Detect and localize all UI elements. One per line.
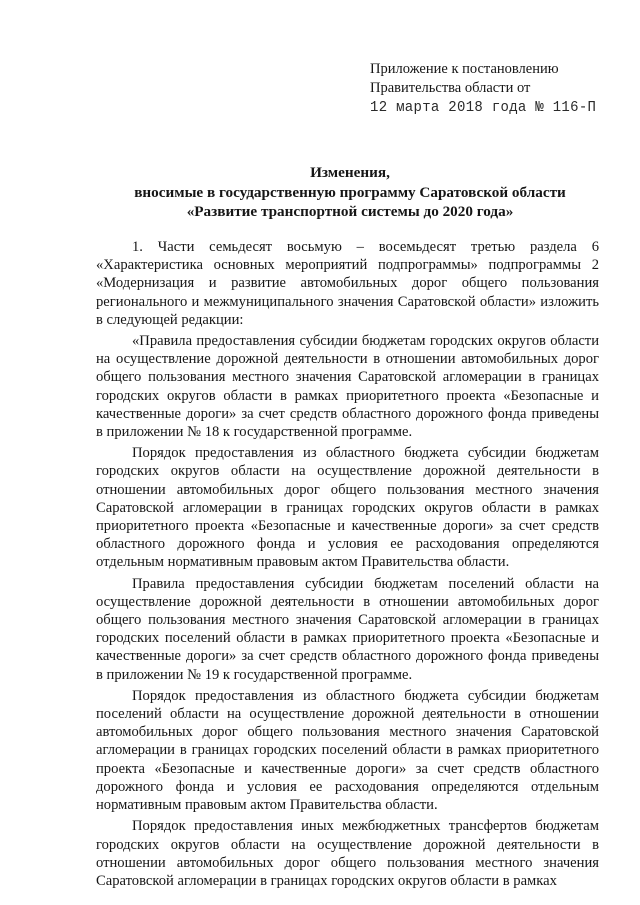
paragraph: Порядок предоставления из областного бюджета субсидии бюджетам городских округов области на осуществление дорожной деятельности в отношении автомобильных дорог общего пользования местного значения Саратовской агломерации в границах городских округов области в рамках приоритетного проекта «Безопасные и качественные дороги» за счет средств областного дорожного фонда и условия ее расходования определяются отдельным нормативным правовым актом Правительства области.	[96, 445, 599, 571]
approval-line-2: Правительства области от	[370, 80, 531, 96]
approval-block	[370, 60, 632, 117]
title-line-2: вносимые в государственную программу Саратовской области	[134, 183, 566, 201]
document-body	[96, 238, 599, 893]
approval-date-stamp: 12 марта 2018 года № 116-П	[370, 99, 597, 117]
paragraph: Правила предоставления субсидии бюджетам поселений области на осуществление дорожной деятельности в отношении автомобильных дорог общего пользования местного значения Саратовской агломерации в границах городских поселений области в рамках приоритетного проекта «Безопасные и качественные дороги» за счет средств областного дорожного фонда приведены в приложении № 19 к государственной программе.	[96, 575, 599, 683]
approval-line-1: Приложение к постановлению	[370, 61, 559, 77]
paragraph: 1. Части семьдесят восьмую – восемьдесят третью раздела 6 «Характеристика основных мероприятий подпрограммы» подпрограммы 2 «Модернизация и развитие автомобильных дорог общего пользования регионального и межмуниципального значения Саратовской области» изложить в следующей редакции:	[96, 239, 599, 328]
paragraph: «Правила предоставления субсидии бюджетам городских округов области на осуществление дорожной деятельности в отношении автомобильных дорог общего пользования местного значения Саратовской агломерации в границах городских округов области в рамках приоритетного проекта «Безопасные и качественные дороги» за счет средств областного дорожного фонда приведены в приложении № 18 к государственной программе.	[96, 333, 599, 441]
paragraph: Порядок предоставления иных межбюджетных трансфертов бюджетам городских округов области на осуществление дорожной деятельности в отношении автомобильных дорог общего пользования местного значения Саратовской агломерации в границах городских округов области в рамках	[96, 818, 599, 889]
document-title	[90, 163, 610, 222]
title-line-3: «Развитие транспортной системы до 2020 года»	[186, 203, 514, 220]
paragraph: Порядок предоставления из областного бюджета субсидии бюджетам поселений области на осуществление дорожной деятельности в отношении автомобильных дорог общего пользования местного значения Саратовской агломерации в границах городских поселений области в рамках приоритетного проекта «Безопасные и качественные дороги» за счет средств областного дорожного фонда и условия ее расходования определяются отдельным нормативным правовым актом Правительства области.	[96, 687, 599, 814]
title-line-1: Изменения,	[310, 164, 390, 181]
